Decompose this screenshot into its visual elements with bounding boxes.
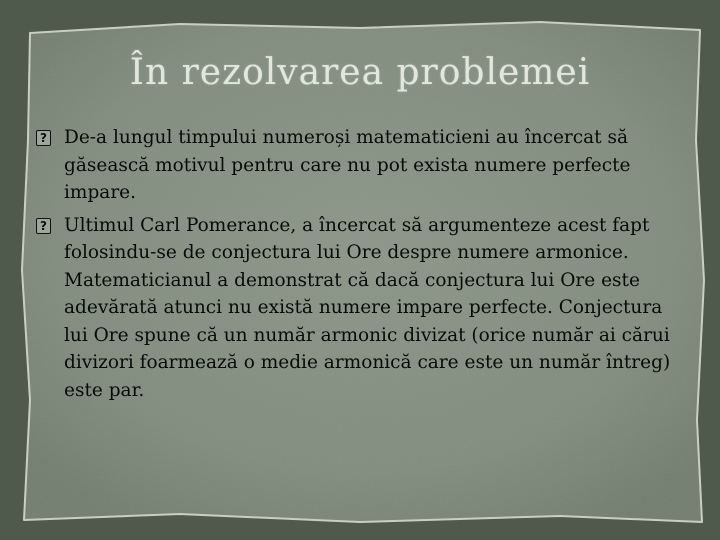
bullet-item (34, 212, 684, 405)
slide-title: În rezolvarea problemei (129, 52, 591, 93)
bullet-text: Ultimul Carl Pomerance, a încercat să argumenteze acest fapt folosindu-se de conjectura lui Ore despre numere armonice. Matematicianul a demonstrat că dacă conjectura lui Ore este adevărată atunci nu există numere impare perfecte. Conjectura lui Ore spune că un număr armonic divizat (orice număr ai cărui divizori foarmează o medie armonică care este un număr întreg) este par. (64, 214, 671, 401)
bullet-item (34, 124, 684, 207)
unknown-glyph-icon (36, 130, 51, 146)
bullet-text: De-a lungul timpului numeroși matematicieni au încercat să găsească motivul pentru care nu pot exista numere perfecte impare. (64, 127, 631, 203)
bullet-list (34, 124, 684, 409)
unknown-glyph-icon (36, 218, 51, 234)
